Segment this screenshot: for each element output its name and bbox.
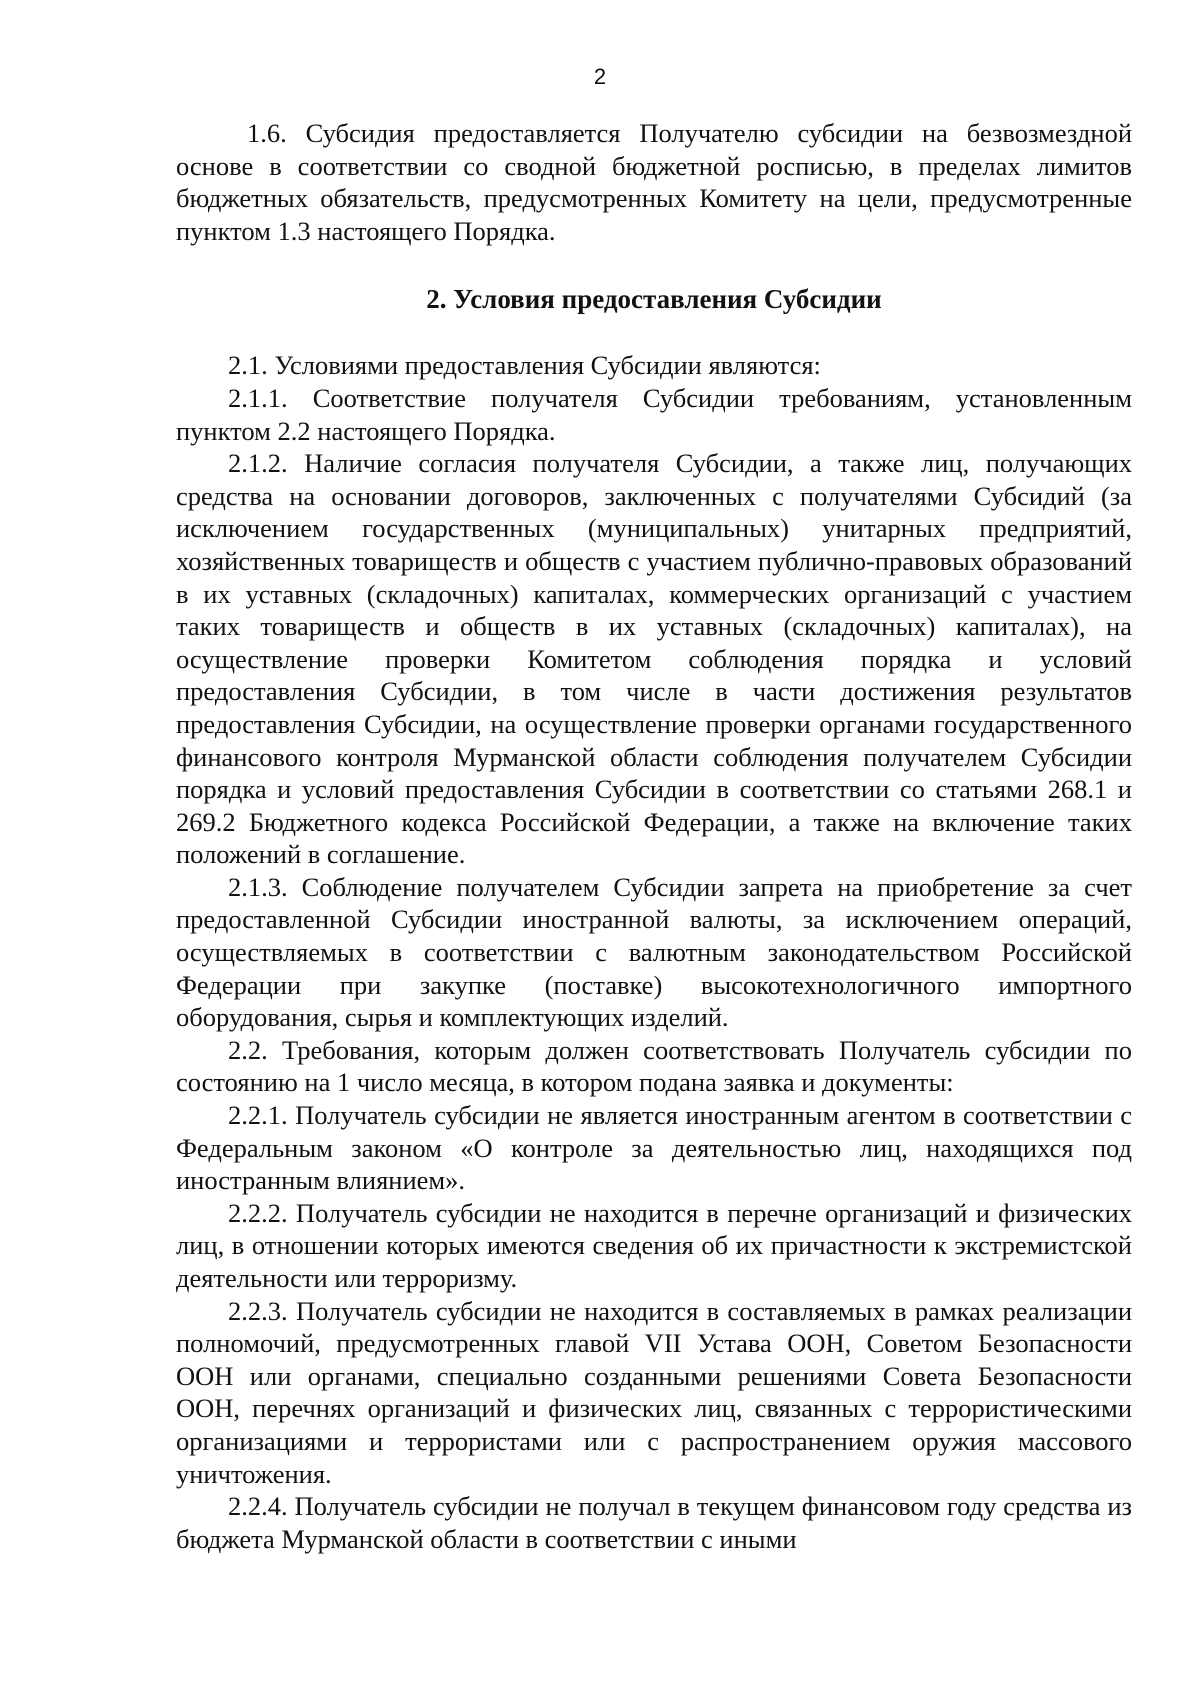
- paragraph-1-6: 1.6. Субсидия предоставляется Получателю субсидии на безвозмездной основе в соответствии со сводной бюджетной росписью, в пределах лимитов бюджетных обязательств, предусмотренных Комитету на цели, предусмотренные пунктом 1.3 настоящего Порядка.: [176, 118, 1132, 246]
- paragraph-2-1-1: 2.1.1. Соответствие получателя Субсидии требованиям, установленным пунктом 2.2 настоящего Порядка.: [176, 382, 1132, 446]
- page-number: 2: [593, 64, 607, 89]
- section-heading: 2. Условия предоставления Субсидии: [426, 284, 882, 315]
- paragraph-2-2-4: 2.2.4. Получатель субсидии не получал в текущем финансовом году средства из бюджета Мурманской области в соответствии с иными: [176, 1491, 1132, 1554]
- paragraph-2-1: 2.1. Условиями предоставления Субсидии являются:: [228, 350, 821, 381]
- paragraph-2-2-2: 2.2.2. Получатель субсидии не находится в перечне организаций и физических лиц, в отношении которых имеются сведения об их причастности к экстремистской деятельности или терроризму.: [176, 1197, 1132, 1293]
- paragraph-2-2: 2.2. Требования, которым должен соответствовать Получатель субсидии по состоянию на 1 число месяца, в котором подана заявка и документы:: [176, 1034, 1132, 1098]
- paragraph-2-2-3: 2.2.3. Получатель субсидии не находится в составляемых в рамках реализации полномочий, предусмотренных главой VII Устава ООН, Советом Безопасности ООН или органами, специально созданными решениями Совета Безопасности ООН, перечнях организаций и физических лиц, связанных с террористическими организациями и террористами или с распространением оружия массового уничтожения.: [176, 1295, 1132, 1489]
- paragraph-2-1-2: 2.1.2. Наличие согласия получателя Субсидии, а также лиц, получающих средства на основании договоров, заключенных с получателями Субсидий (за исключением государственных (муниципальных) унитарных предприятий, хозяйственных товариществ и обществ с участием публично-правовых образований в их уставных (складочных) капиталах, коммерческих организаций с участием таких товариществ и обществ в их уставных (складочных) капиталах), на осуществление проверки Комитетом соблюдения порядка и условий предоставления Субсидии, в том числе в части достижения результатов предоставления Субсидии, на осуществление проверки органами государственного финансового контроля Мурманской области соблюдения получателем Субсидии порядка и условий предоставления Субсидии в соответствии со статьями 268.1 и 269.2 Бюджетного кодекса Российской Федерации, а также на включение таких положений в соглашение.: [176, 448, 1132, 870]
- paragraph-2-1-3: 2.1.3. Соблюдение получателем Субсидии запрета на приобретение за счет предоставленной Субсидии иностранной валюты, за исключением операций, осуществляемых в соответствии с валютным законодательством Российской Федерации при закупке (поставке) высокотехнологичного импортного оборудования, сырья и комплектующих изделий.: [176, 871, 1132, 1033]
- paragraph-2-2-1: 2.2.1. Получатель субсидии не является иностранным агентом в соответствии с Федеральным законом «О контроле за деятельностью лиц, находящихся под иностранным влиянием».: [176, 1100, 1132, 1196]
- document-body: [176, 117, 1132, 1555]
